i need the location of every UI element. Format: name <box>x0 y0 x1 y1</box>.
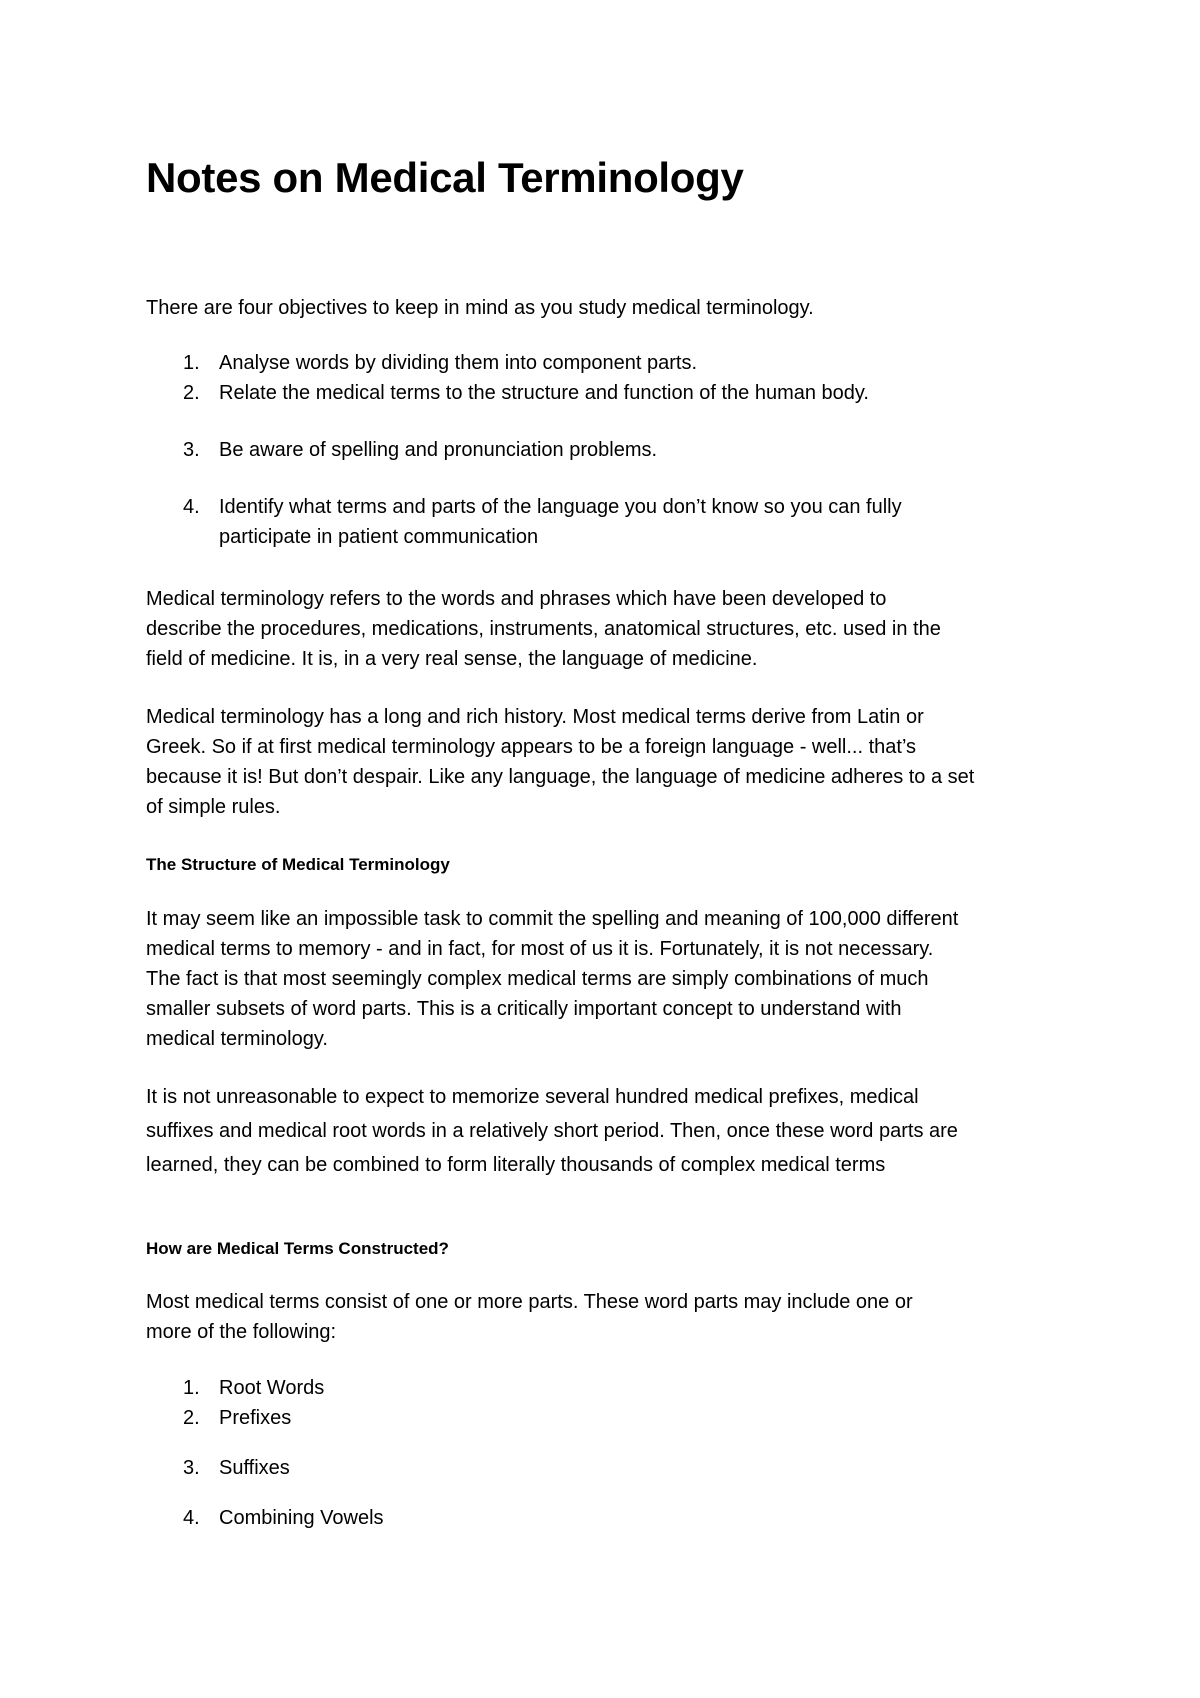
list-item-text: Relate the medical terms to the structure and function of the human body. <box>219 382 869 404</box>
word-parts-list <box>146 1373 384 1533</box>
list-item-text: Identify what terms and parts of the language you don’t know so you can fully <box>219 496 902 518</box>
list-number: 4. <box>183 496 200 518</box>
text-line: describe the procedures, medications, instruments, anatomical structures, etc. used in the <box>146 618 941 640</box>
section-heading-construction: How are Medical Terms Constructed? <box>146 1239 449 1258</box>
objectives-list <box>146 348 902 552</box>
list-item <box>146 1403 384 1433</box>
text-line: It is not unreasonable to expect to memorize several hundred medical prefixes, medical <box>146 1086 919 1108</box>
text-line: suffixes and medical root words in a relatively short period. Then, once these word parts are <box>146 1120 958 1142</box>
text-line: Medical terminology refers to the words and phrases which have been developed to <box>146 588 887 610</box>
list-item <box>146 1453 384 1483</box>
paragraph-parts <box>146 1287 913 1347</box>
text-line: field of medicine. It is, in a very real sense, the language of medicine. <box>146 648 758 670</box>
list-item <box>146 348 902 378</box>
paragraph-memorize <box>146 1080 958 1182</box>
list-item-text: Suffixes <box>219 1457 290 1479</box>
list-item <box>146 1373 384 1403</box>
list-number: 3. <box>183 1457 200 1479</box>
text-line: more of the following: <box>146 1321 337 1343</box>
list-item-text: Analyse words by dividing them into component parts. <box>219 352 698 374</box>
list-item-text: Combining Vowels <box>219 1507 384 1529</box>
text-line: It may seem like an impossible task to commit the spelling and meaning of 100,000 different <box>146 908 959 930</box>
text-line: learned, they can be combined to form literally thousands of complex medical terms <box>146 1154 886 1176</box>
list-number: 3. <box>183 439 200 461</box>
paragraph-structure <box>146 904 958 1054</box>
page-title: Notes on Medical Terminology <box>146 154 744 201</box>
text-line: smaller subsets of word parts. This is a critically important concept to understand with <box>146 998 902 1020</box>
text-line: Most medical terms consist of one or more parts. These word parts may include one or <box>146 1291 913 1313</box>
list-number: 1. <box>183 352 200 374</box>
list-item <box>146 492 902 552</box>
list-item-text: Root Words <box>219 1377 325 1399</box>
text-line: Greek. So if at first medical terminology appears to be a foreign language - well... that’s <box>146 736 917 758</box>
list-item <box>146 435 902 465</box>
list-item-text: Prefixes <box>219 1407 292 1429</box>
text-line: medical terminology. <box>146 1028 328 1050</box>
list-item <box>146 378 902 408</box>
list-number: 4. <box>183 1507 200 1529</box>
list-number: 2. <box>183 1407 200 1429</box>
list-item-text: participate in patient communication <box>219 526 539 548</box>
intro-paragraph: There are four objectives to keep in mind as you study medical terminology. <box>146 297 814 319</box>
text-line: Medical terminology has a long and rich history. Most medical terms derive from Latin or <box>146 706 924 728</box>
list-item-text: Be aware of spelling and pronunciation problems. <box>219 439 658 461</box>
list-number: 2. <box>183 382 200 404</box>
paragraph-definition <box>146 584 941 674</box>
list-number: 1. <box>183 1377 200 1399</box>
text-line: of simple rules. <box>146 796 281 818</box>
text-line: medical terms to memory - and in fact, for most of us it is. Fortunately, it is not necessary. <box>146 938 934 960</box>
paragraph-history <box>146 702 974 822</box>
section-heading-structure: The Structure of Medical Terminology <box>146 855 450 874</box>
list-item <box>146 1503 384 1533</box>
text-line: because it is! But don’t despair. Like any language, the language of medicine adheres to a set <box>146 766 975 788</box>
text-line: The fact is that most seemingly complex medical terms are simply combinations of much <box>146 968 929 990</box>
